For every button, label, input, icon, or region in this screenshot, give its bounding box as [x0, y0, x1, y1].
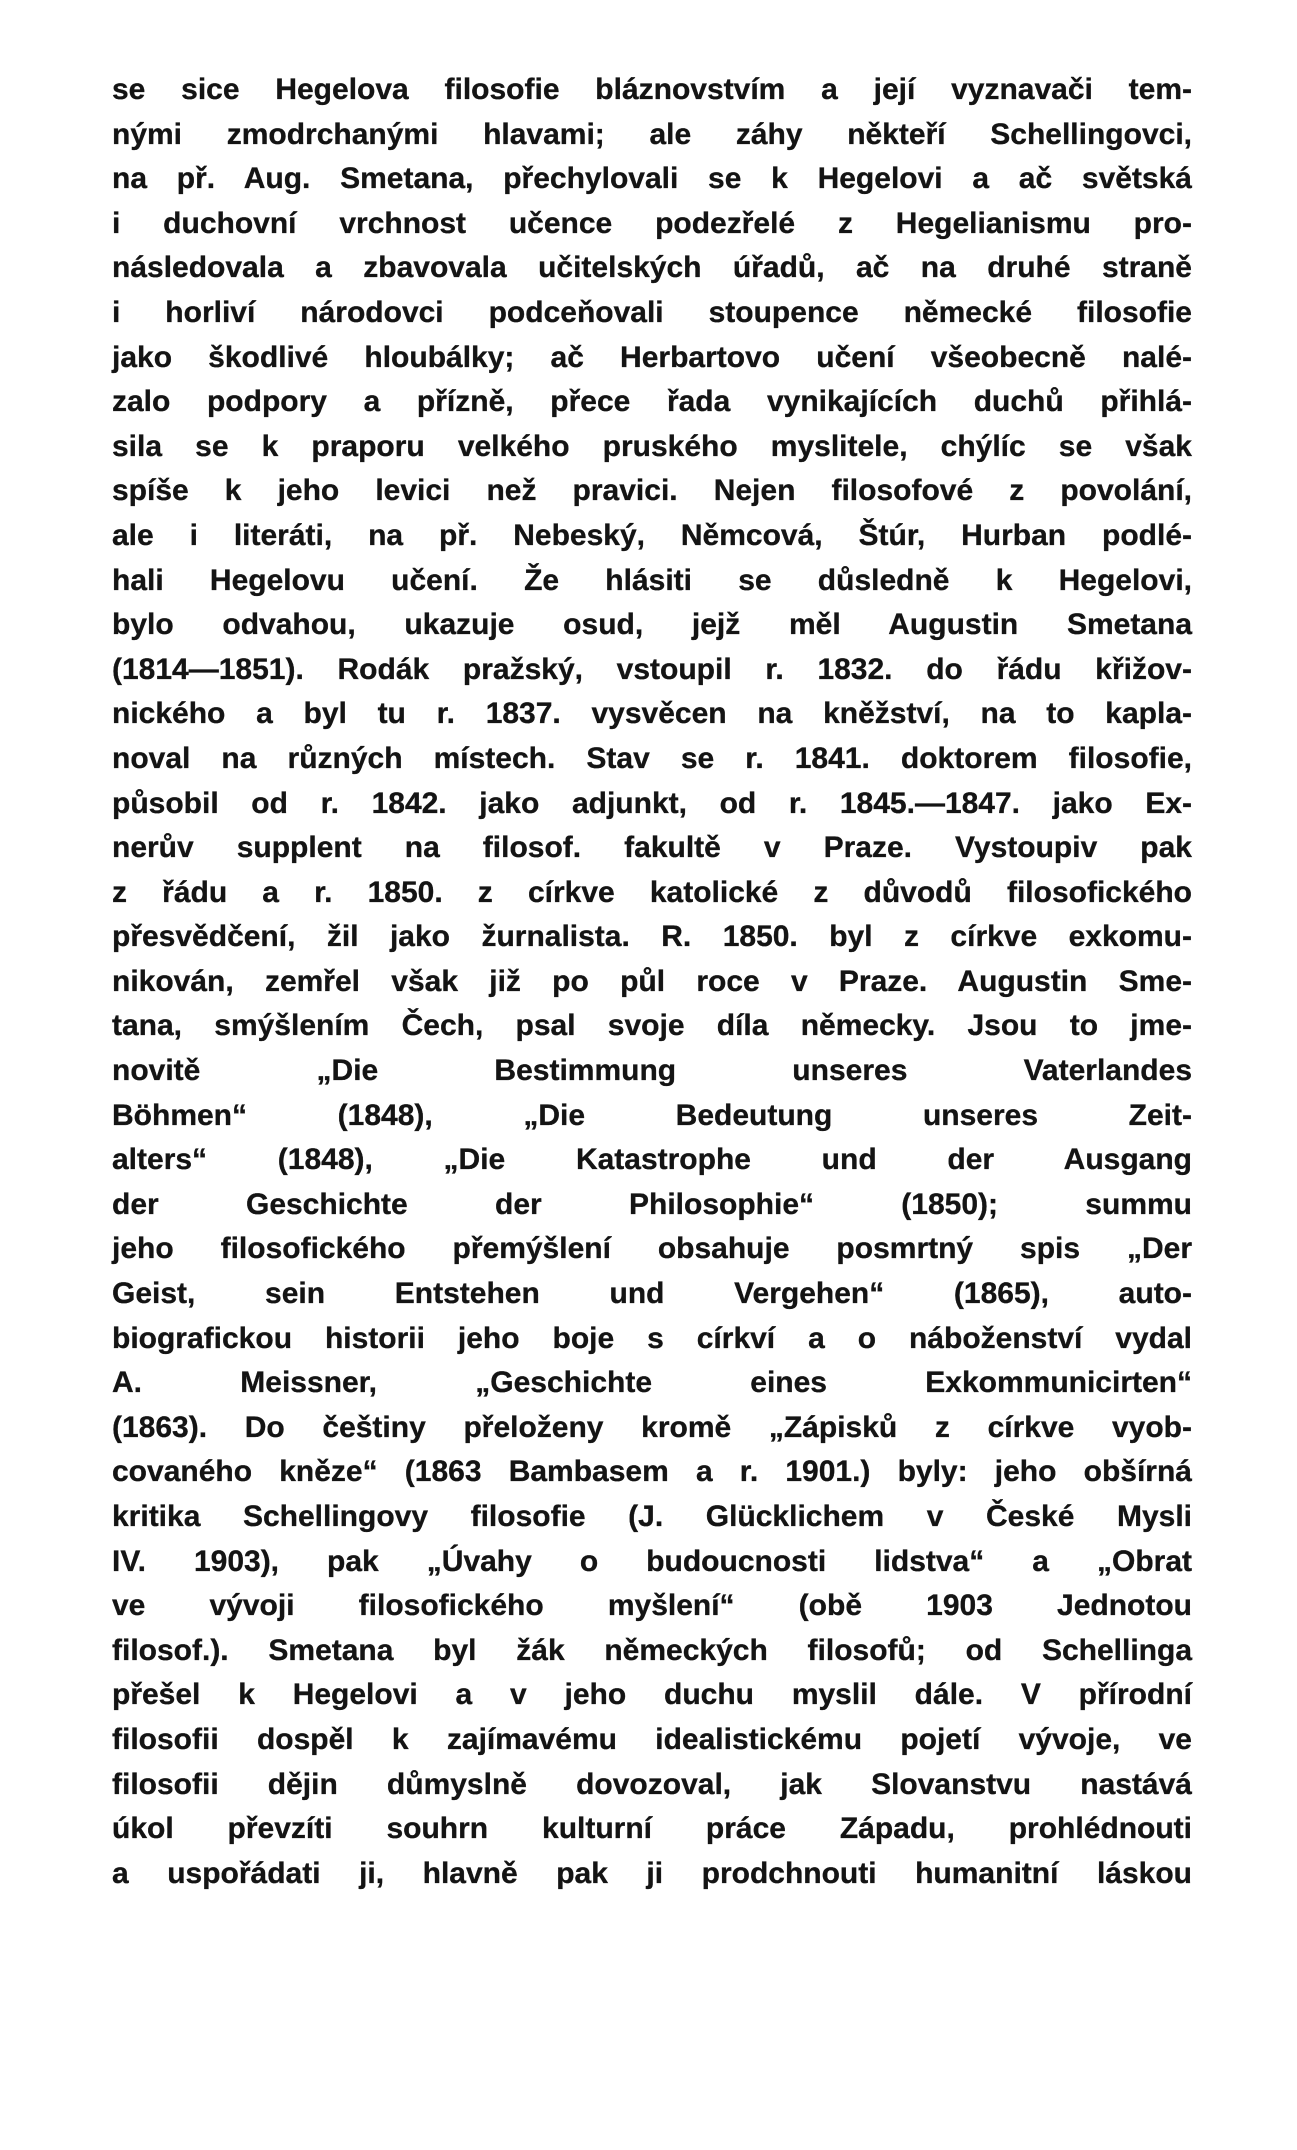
text-line: filosof.). Smetana byl žák německých filosofů; od Schellinga [112, 1633, 1192, 1667]
text-line: Böhmen“ (1848), „Die Bedeutung unseres Zeit- [112, 1098, 1192, 1132]
text-line: der Geschichte der Philosophie“ (1850); summu [112, 1187, 1192, 1221]
text-line: spíše k jeho levici než pravici. Nejen filosofové z povolání, [112, 474, 1192, 508]
text-line: Geist, sein Entstehen und Vergehen“ (1865), auto- [112, 1277, 1192, 1311]
text-line: nerův supplent na filosof. fakultě v Praze. Vystoupiv pak [112, 831, 1192, 865]
text-line: kritika Schellingovy filosofie (J. Glücklichem v České Mysli [112, 1500, 1192, 1533]
text-line: ale i literáti, na př. Nebeský, Němcová, Štúr, Hurban podlé- [112, 518, 1192, 552]
text-line: hali Hegelovu učení. Že hlásiti se důsledně k Hegelovi, [112, 563, 1192, 597]
text-line: i horliví národovci podceňovali stoupence německé filosofie [112, 295, 1192, 329]
text-line: bylo odvahou, ukazuje osud, jejž měl Augustin Smetana [112, 608, 1192, 642]
text-line: přešel k Hegelovi a v jeho duchu myslil dále. V přírodní [112, 1678, 1192, 1712]
text-line: jako škodlivé hloubálky; ač Herbartovo učení všeobecně nalé- [112, 340, 1192, 374]
text-line: přesvědčení, žil jako žurnalista. R. 1850. byl z církve exkomu- [112, 920, 1192, 954]
text-line: A. Meissner, „Geschichte eines Exkommunicirten“ [112, 1366, 1192, 1400]
text-line: nikován, zemřel však již po půl roce v Praze. Augustin Sme- [112, 964, 1192, 998]
text-line: úkol převzíti souhrn kulturní práce Západu, prohlédnouti [112, 1812, 1192, 1846]
text-line: ve vývoji filosofického myšlení“ (obě 1903 Jednotou [112, 1589, 1192, 1623]
text-line: a uspořádati ji, hlavně pak ji prodchnouti humanitní láskou [112, 1856, 1192, 1890]
text-line: novitě „Die Bestimmung unseres Vaterlandes [112, 1054, 1192, 1088]
text-line: z řádu a r. 1850. z církve katolické z důvodů filosofického [112, 875, 1192, 909]
page-text-block [112, 68, 1192, 1896]
text-line: tana, smýšlením Čech, psal svoje díla německy. Jsou to jme- [112, 1009, 1192, 1043]
text-line: následovala a zbavovala učitelských úřadů, ač na druhé straně [112, 251, 1192, 285]
text-line: IV. 1903), pak „Úvahy o budoucnosti lidstva“ a „Obrat [112, 1544, 1192, 1578]
text-line: na př. Aug. Smetana, přechylovali se k Hegelovi a ač světská [112, 162, 1192, 196]
text-line: alters“ (1848), „Die Katastrophe und der Ausgang [112, 1143, 1192, 1177]
text-line: sila se k praporu velkého pruského myslitele, chýlíc se však [112, 429, 1192, 463]
text-line: covaného kněze“ (1863 Bambasem a r. 1901.) byly: jeho obšírná [112, 1455, 1192, 1489]
text-line: biografickou historii jeho boje s církví a o náboženství vydal [112, 1321, 1192, 1355]
text-line: i duchovní vrchnost učence podezřelé z Hegelianismu pro- [112, 206, 1192, 240]
text-line: nického a byl tu r. 1837. vysvěcen na kněžství, na to kapla- [112, 697, 1192, 731]
text-line: (1863). Do češtiny přeloženy kromě „Zápisků z církve vyob- [112, 1410, 1192, 1444]
text-line: noval na různých místech. Stav se r. 1841. doktorem filosofie, [112, 741, 1192, 775]
text-line: (1814—1851). Rodák pražský, vstoupil r. 1832. do řádu křižov- [112, 652, 1192, 686]
text-line: filosofii dospěl k zajímavému idealistickému pojetí vývoje, ve [112, 1722, 1192, 1756]
text-line: nými zmodrchanými hlavami; ale záhy někteří Schellingovci, [112, 117, 1192, 151]
text-line: se sice Hegelova filosofie bláznovstvím a její vyznavači tem- [112, 73, 1192, 106]
text-line: jeho filosofického přemýšlení obsahuje posmrtný spis „Der [112, 1232, 1192, 1266]
text-line: zalo podpory a přízně, přece řada vynikajících duchů přihlá- [112, 385, 1192, 419]
text-line: působil od r. 1842. jako adjunkt, od r. 1845.—1847. jako Ex- [112, 786, 1192, 820]
text-line: filosofii dějin důmyslně dovozoval, jak Slovanstvu nastává [112, 1767, 1192, 1801]
